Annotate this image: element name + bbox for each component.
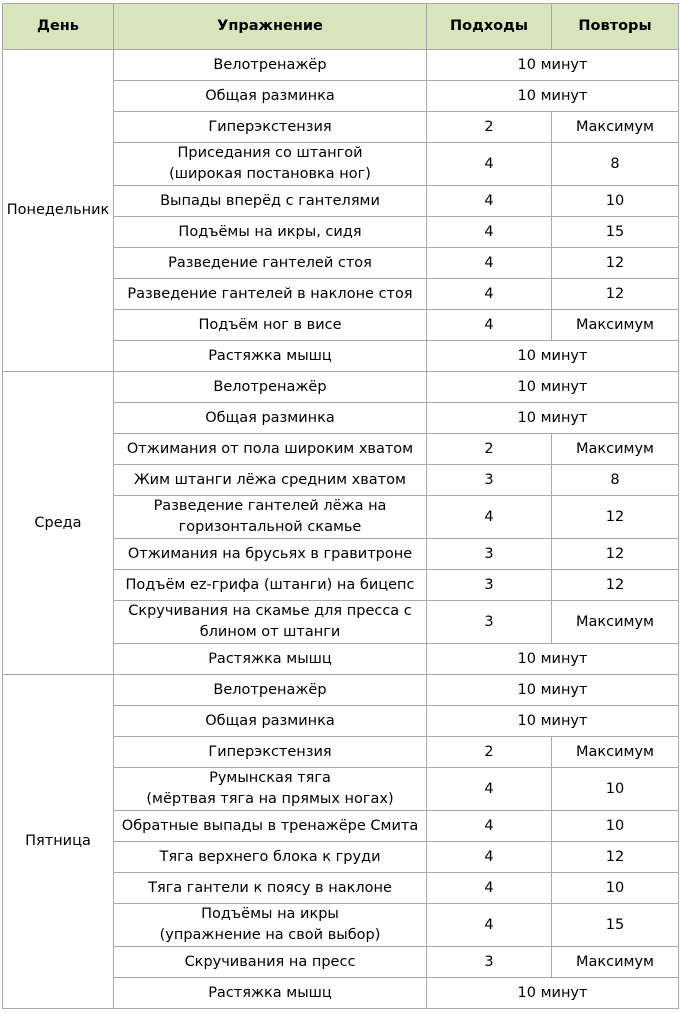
exercise-cell (114, 465, 427, 496)
sets-cell: 4 (427, 811, 552, 842)
sets-cell: 4 (427, 873, 552, 904)
exercise-line: Гиперэкстензия (208, 743, 332, 760)
exercise-line: (мёртвая тяга на прямых ногах) (146, 791, 394, 807)
sets-cell: 4 (427, 279, 552, 310)
exercise-line: Обратные выпады в тренажёре Смита (121, 817, 419, 834)
sets-cell: 4 (427, 496, 552, 539)
sets-cell: 4 (427, 842, 552, 873)
duration-cell: 10 минут (427, 403, 679, 434)
duration-cell: 10 минут (427, 372, 679, 403)
exercise-line: Отжимания на брусьях в гравитроне (127, 545, 413, 562)
exercise-line: Тяга гантели к поясу в наклоне (148, 879, 392, 896)
exercise-line: Подъёмы на икры, сидя (178, 223, 362, 240)
exercise-cell (114, 904, 427, 947)
exercise-line: Тяга верхнего блока к груди (159, 848, 381, 865)
table-body (3, 50, 679, 1009)
sets-cell: 3 (427, 947, 552, 978)
reps-cell: 12 (552, 279, 679, 310)
duration-cell: 10 минут (427, 978, 679, 1009)
exercise-line: горизонтальной скамье (178, 519, 362, 535)
exercise-line: Скручивания на пресс (184, 953, 356, 970)
exercise-cell (114, 706, 427, 737)
exercise-line: Подъёмы на икры (201, 906, 339, 922)
day-cell: Пятница (3, 675, 114, 1009)
exercise-cell (114, 737, 427, 768)
table-row (3, 675, 679, 706)
reps-cell: 10 (552, 873, 679, 904)
duration-cell: 10 минут (427, 81, 679, 112)
exercise-cell (114, 279, 427, 310)
exercise-line: Велотренажёр (213, 378, 327, 395)
reps-cell: 10 (552, 811, 679, 842)
exercise-line: Общая разминка (205, 87, 335, 104)
exercise-cell (114, 310, 427, 341)
reps-cell: 12 (552, 496, 679, 539)
exercise-cell (114, 539, 427, 570)
exercise-cell (114, 372, 427, 403)
exercise-line: Разведение гантелей стоя (168, 254, 372, 271)
exercise-cell (114, 434, 427, 465)
exercise-cell (114, 186, 427, 217)
exercise-cell (114, 496, 427, 539)
exercise-cell (114, 81, 427, 112)
exercise-line: Общая разминка (205, 409, 335, 426)
reps-cell: 15 (552, 904, 679, 947)
sets-cell: 4 (427, 768, 552, 811)
exercise-line: Гиперэкстензия (208, 118, 332, 135)
reps-cell: 10 (552, 768, 679, 811)
sets-cell: 3 (427, 539, 552, 570)
workout-table (2, 3, 679, 1009)
reps-cell: Максимум (552, 947, 679, 978)
sets-cell: 4 (427, 217, 552, 248)
sets-cell: 2 (427, 112, 552, 143)
reps-cell: 12 (552, 539, 679, 570)
table-row (3, 50, 679, 81)
exercise-line: Разведение гантелей в наклоне стоя (127, 285, 413, 302)
header-row (3, 4, 679, 50)
sets-cell: 2 (427, 434, 552, 465)
sets-cell: 4 (427, 248, 552, 279)
exercise-line: Растяжка мышц (208, 984, 332, 1001)
sets-cell: 3 (427, 465, 552, 496)
exercise-line: Выпады вперёд с гантелями (160, 192, 380, 209)
exercise-cell (114, 811, 427, 842)
sets-cell: 4 (427, 904, 552, 947)
day-cell: Среда (3, 372, 114, 675)
duration-cell: 10 минут (427, 50, 679, 81)
reps-cell: Максимум (552, 434, 679, 465)
duration-cell: 10 минут (427, 644, 679, 675)
day-cell: Понедельник (3, 50, 114, 372)
exercise-cell (114, 50, 427, 81)
exercise-line: (широкая постановка ног) (169, 166, 371, 182)
exercise-cell (114, 217, 427, 248)
exercise-line: Общая разминка (205, 712, 335, 729)
exercise-line: Отжимания от пола широким хватом (126, 440, 414, 457)
sets-cell: 3 (427, 601, 552, 644)
exercise-line: (упражнение на свой выбор) (159, 927, 381, 943)
reps-cell: 15 (552, 217, 679, 248)
exercise-cell (114, 947, 427, 978)
header-day: День (3, 4, 114, 50)
reps-cell: Максимум (552, 310, 679, 341)
table-row (3, 372, 679, 403)
header-sets: Подходы (427, 4, 552, 50)
reps-cell: Максимум (552, 737, 679, 768)
exercise-cell (114, 601, 427, 644)
exercise-line: Приседания со штангой (177, 145, 363, 161)
exercise-line: Растяжка мышц (208, 650, 332, 667)
reps-cell: 12 (552, 570, 679, 601)
exercise-line: Растяжка мышц (208, 347, 332, 364)
reps-cell: 8 (552, 465, 679, 496)
exercise-cell (114, 112, 427, 143)
exercise-line: Скручивания на скамье для пресса с (128, 603, 412, 619)
reps-cell: 10 (552, 186, 679, 217)
exercise-line: Разведение гантелей лёжа на (153, 498, 387, 514)
exercise-cell (114, 341, 427, 372)
exercise-line: Велотренажёр (213, 681, 327, 698)
reps-cell: 12 (552, 248, 679, 279)
exercise-cell (114, 768, 427, 811)
exercise-line: Подъём ног в висе (198, 316, 342, 333)
reps-cell: Максимум (552, 601, 679, 644)
exercise-cell (114, 143, 427, 186)
duration-cell: 10 минут (427, 675, 679, 706)
header-exercise: Упражнение (114, 4, 427, 50)
exercise-cell (114, 570, 427, 601)
sets-cell: 4 (427, 310, 552, 341)
duration-cell: 10 минут (427, 341, 679, 372)
sets-cell: 3 (427, 570, 552, 601)
duration-cell: 10 минут (427, 706, 679, 737)
exercise-cell (114, 842, 427, 873)
exercise-cell (114, 644, 427, 675)
exercise-line: Подъём ez-грифа (штанги) на бицепс (125, 576, 415, 593)
header-reps: Повторы (552, 4, 679, 50)
sets-cell: 4 (427, 186, 552, 217)
sets-cell: 4 (427, 143, 552, 186)
sets-cell: 2 (427, 737, 552, 768)
exercise-cell (114, 978, 427, 1009)
reps-cell: Максимум (552, 112, 679, 143)
exercise-line: Велотренажёр (213, 56, 327, 73)
exercise-cell (114, 675, 427, 706)
exercise-cell (114, 248, 427, 279)
exercise-cell (114, 873, 427, 904)
exercise-line: Румынская тяга (209, 770, 331, 786)
reps-cell: 12 (552, 842, 679, 873)
reps-cell: 8 (552, 143, 679, 186)
exercise-line: Жим штанги лёжа средним хватом (134, 471, 406, 488)
exercise-cell (114, 403, 427, 434)
exercise-line: блином от штанги (199, 624, 341, 640)
